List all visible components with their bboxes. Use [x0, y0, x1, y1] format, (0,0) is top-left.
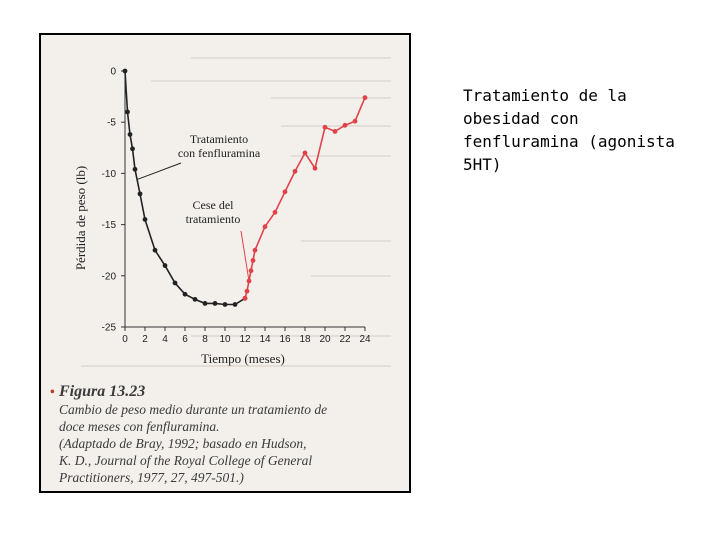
annotation-cessation-line: Cese del [192, 198, 234, 212]
x-tick-label: 22 [339, 334, 351, 345]
caption-line: Cambio de peso medio durante un tratamiento de [59, 402, 328, 417]
data-point [251, 258, 256, 263]
data-point [333, 129, 338, 134]
data-point [163, 263, 168, 268]
annotations-layer [137, 132, 261, 281]
data-point [153, 248, 158, 253]
data-point [283, 189, 288, 194]
annotation-treatment-line: con fenfluramina [177, 146, 261, 160]
series-layer [123, 69, 368, 307]
y-tick-label: -15 [101, 220, 116, 232]
data-point [138, 191, 143, 196]
data-point [128, 132, 133, 137]
data-point [203, 301, 208, 306]
caption-line: Practitioners, 1977, 27, 497-501.) [59, 470, 244, 485]
data-point [213, 301, 218, 306]
data-point [353, 119, 358, 124]
data-point [173, 281, 178, 286]
caption-line: doce meses con fenfluramina. [59, 419, 220, 434]
data-point [313, 166, 318, 171]
figure-caption [50, 383, 399, 486]
data-point [303, 151, 308, 156]
data-point [323, 125, 328, 130]
y-tick-label: -5 [107, 117, 116, 129]
caption-line: (Adaptado de Bray, 1992; basado en Hudson, [59, 436, 307, 451]
y-tick-label: -20 [101, 271, 116, 283]
data-point [273, 210, 278, 215]
x-axis-title: Tiempo (meses) [201, 351, 285, 366]
x-tick-label: 8 [202, 334, 208, 345]
data-point [243, 296, 248, 301]
y-axis [102, 67, 125, 334]
data-point [143, 217, 148, 222]
x-tick-label: 6 [182, 334, 188, 345]
x-tick-label: 14 [259, 334, 271, 345]
caption-line: K. D., Journal of the Royal College of General [59, 453, 313, 468]
x-tick-label: 4 [162, 334, 168, 345]
data-point [133, 167, 138, 172]
data-point [233, 302, 238, 307]
data-point [123, 69, 128, 74]
data-point [183, 292, 188, 297]
x-axis [122, 327, 371, 345]
data-point [193, 297, 198, 302]
caption-bullet-icon: • [50, 384, 55, 399]
data-point [223, 302, 228, 307]
data-point [263, 224, 268, 229]
data-point [293, 169, 298, 174]
annotation-cessation-line: tratamiento [185, 212, 241, 226]
x-tick-label: 12 [239, 334, 251, 345]
y-tick-label: -10 [101, 168, 116, 180]
annotation-treatment-leader [137, 163, 181, 180]
figure-scan [39, 33, 411, 493]
y-axis-title: Pérdida de peso (lb) [73, 165, 88, 271]
data-point [253, 248, 258, 253]
series-line-1 [125, 71, 245, 305]
data-point [363, 95, 368, 100]
annotation-treatment-line: Tratamiento [189, 132, 249, 146]
x-tick-label: 10 [219, 334, 231, 345]
x-tick-label: 2 [142, 334, 148, 345]
x-tick-label: 20 [319, 334, 331, 345]
data-point [125, 110, 130, 115]
weight-loss-chart [41, 35, 413, 380]
y-tick-label: 0 [110, 66, 116, 78]
annotation-cessation-leader [241, 231, 249, 281]
x-tick-label: 18 [299, 334, 311, 345]
series-line-2 [245, 98, 365, 299]
y-tick-label: -25 [101, 322, 116, 334]
data-point [245, 289, 250, 294]
figure-label: Figura 13.23 [59, 383, 146, 400]
slide-title: Tratamiento de la obesidad con fenfluramina (agonista 5HT) [463, 86, 675, 174]
data-point [343, 123, 348, 128]
data-point [249, 268, 254, 273]
x-tick-label: 16 [279, 334, 291, 345]
x-tick-label: 0 [122, 334, 128, 345]
x-tick-label: 24 [359, 334, 371, 345]
data-point [130, 146, 135, 151]
